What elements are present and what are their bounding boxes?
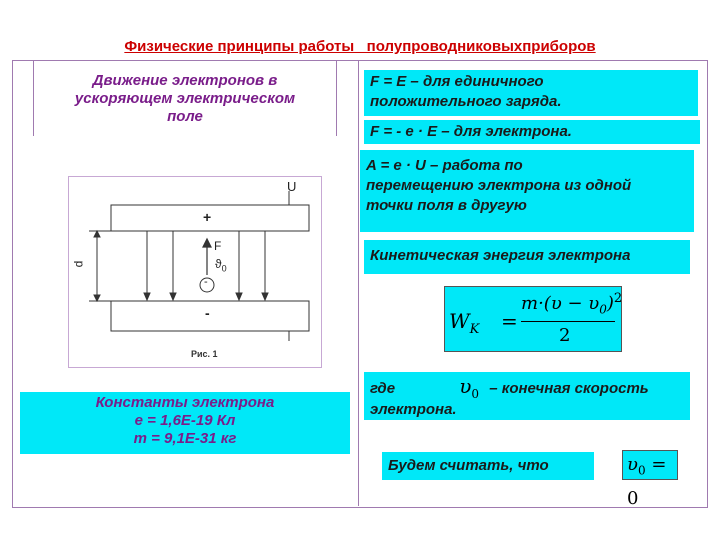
work-box [360, 150, 694, 232]
d-dimension [89, 231, 111, 301]
box1-line-1: F = E – для единичного [370, 73, 544, 90]
box1-line-2: положительного заряда. [370, 93, 562, 110]
kinetic-energy-box: Кинетическая энергия электрона [364, 240, 690, 274]
formula-exponent: 2 [613, 291, 623, 306]
box5-line-2: электрона. [370, 401, 457, 418]
left-heading-divider-left [33, 60, 34, 136]
electron-constants [20, 392, 350, 454]
constants-title: Константы электрона [95, 394, 275, 411]
v0-label [215, 257, 227, 273]
constant-mass: m = 9,1E-31 кг [133, 430, 237, 447]
minus-label: - [205, 305, 210, 321]
page-title: Физические принципы работы полупроводниковыхприборов [124, 38, 596, 55]
numerator-close: ) [606, 293, 614, 314]
v0-symbol: υ [627, 454, 638, 475]
left-heading-divider-right [336, 60, 337, 136]
bottom-plate [111, 301, 309, 331]
d-label: d [71, 260, 86, 268]
final-velocity-box [364, 372, 690, 420]
u-label: U [287, 179, 297, 194]
velocity-subscript: 0 [471, 387, 480, 401]
box3-line-2: перемещению электрона из одной [366, 177, 632, 194]
formula-lhs [449, 309, 479, 337]
final-velocity-text: – конечная скорость [489, 380, 649, 397]
constant-charge: e = 1,6E-19 Кл [134, 412, 236, 429]
center-divider [358, 60, 359, 506]
heading-line-2: ускоряющем электрическом [74, 90, 296, 107]
formula-equals: = [501, 309, 518, 333]
force-arrow [203, 239, 211, 275]
f-label: F [214, 239, 222, 253]
fraction-bar [521, 321, 615, 322]
box3-line-1: A = e · U – работа по [366, 157, 523, 174]
v-subscript: 0 [221, 263, 227, 274]
formula-numerator [521, 291, 622, 317]
formula-denominator: 2 [559, 325, 571, 346]
lhs-symbol: W [449, 309, 470, 333]
section-heading [40, 72, 330, 126]
force-unit-charge-box [364, 70, 698, 116]
figure-caption: Рис. 1 [191, 349, 218, 359]
plus-label: + [203, 209, 212, 225]
figure-capacitor [68, 176, 322, 368]
numerator-text: m·(υ − υ [521, 293, 600, 314]
heading-line-1: Движение электронов в [92, 72, 278, 89]
box3-line-3: точки поля в другую [366, 197, 527, 214]
lhs-subscript: K [469, 322, 480, 337]
electron-sign: - [204, 276, 208, 288]
force-electron-box: F = - e · E – для электрона. [364, 120, 700, 144]
numerator-subscript: 0 [599, 302, 607, 317]
v0-subscript: 0 [637, 463, 646, 478]
assumption-box: Будем считать, что [382, 452, 594, 480]
capacitor-diagram [69, 177, 321, 367]
initial-velocity-formula [622, 450, 678, 509]
v-symbol: ϑ [215, 257, 222, 271]
kinetic-energy-formula [444, 286, 622, 352]
v0-rest: = 0 [627, 454, 667, 509]
heading-line-3: поле [167, 108, 203, 125]
where-word: где [370, 380, 396, 397]
velocity-char: υ [459, 374, 472, 398]
velocity-symbol [459, 376, 479, 404]
